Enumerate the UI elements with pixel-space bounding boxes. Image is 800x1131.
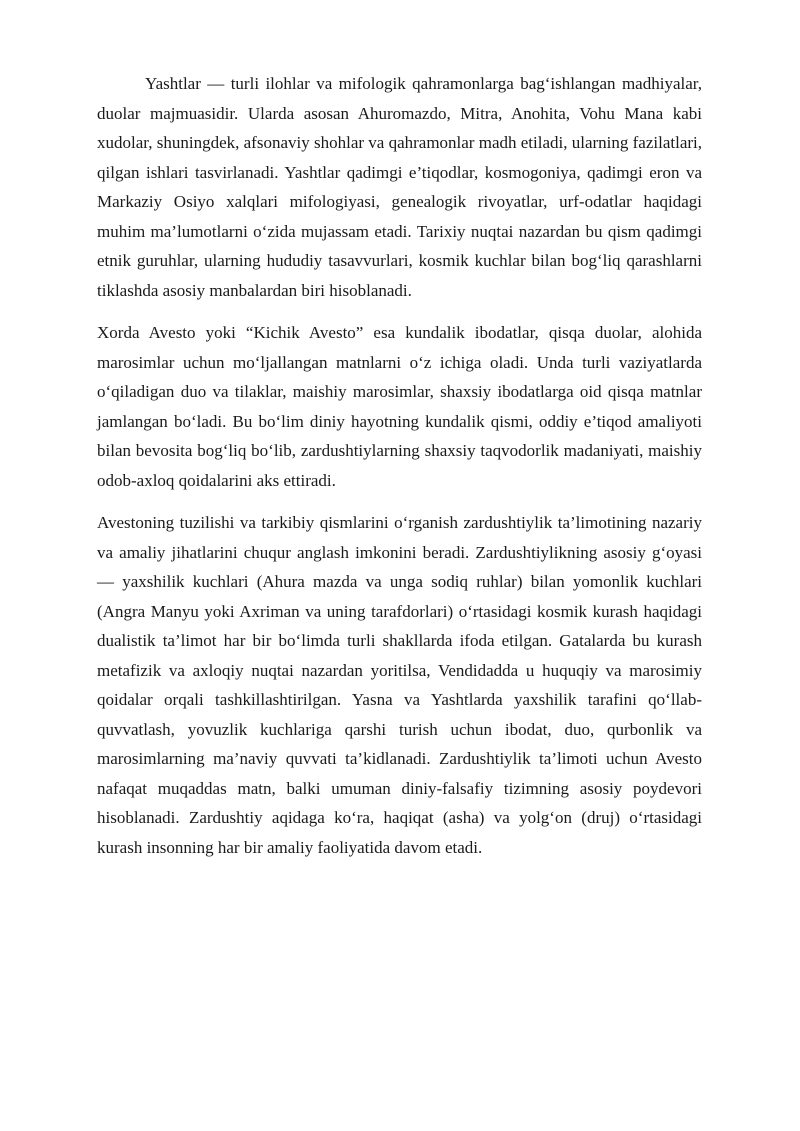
paragraph-yashtlar: Yashtlar — turli ilohlar va mifologik qahramonlarga bag‘ishlangan madhiyalar, duolar majmuasidir. Ularda asosan Ahuromazdo, Mitra, Anohita, Vohu Mana kabi xudolar, shuningdek, afsonaviy shohlar va qahramonlar madh etiladi, ularning fazilatlari, qilgan ishlari tasvirlanadi. Yashtlar qadimgi e’tiqodlar, kosmogoniya, qadimgi eron va Markaziy Osiyo xalqlari mifologiyasi, genealogik rivoyatlar, urf-odatlar haqidagi muhim ma’lumotlarni o‘zida mujassam etadi. Tarixiy nuqtai nazardan bu qism qadimgi etnik guruhlar, ularning hududiy tasavvurlari, kosmik kuchlar bilan bog‘liq qarashlarni tiklashda asosiy manbalardan biri hisoblanadi.	[97, 74, 702, 300]
paragraph-avesto-structure: Avestoning tuzilishi va tarkibiy qismlarini o‘rganish zardushtiylik ta’limotining nazariy va amaliy jihatlarini chuqur anglash imkonini beradi. Zardushtiylikning asosiy g‘oyasi — yaxshilik kuchlari (Ahura mazda va unga sodiq ruhlar) bilan yomonlik kuchlari (Angra Manyu yoki Axriman va uning tarafdorlari) o‘rtasidagi kosmik kurash haqidagi dualistik ta’limot har bir bo‘limda turli shakllarda ifoda etilgan. Gatalarda bu kurash metafizik va axloqiy nuqtai nazardan yoritilsa, Vendidadda u huquqiy va marosimiy qoidalar orqali tashkillashtirilgan. Yasna va Yashtlarda yaxshilik tarafini qo‘llab-quvvatlash, yovuzlik kuchlariga qarshi turish uchun ibodat, duo, qurbonlik va marosimlarning ma’naviy quvvati ta’kidlanadi. Zardushtiylik ta’limoti uchun Avesto nafaqat muqaddas matn, balki umuman diniy-falsafiy tizimning asosiy poydevori hisoblanadi. Zardushtiy aqidaga ko‘ra, haqiqat (asha) va yolg‘on (druj) o‘rtasidagi kurash insonning har bir amaliy faoliyatida davom etadi.	[97, 513, 702, 857]
paragraph-xorda-avesto: Xorda Avesto yoki “Kichik Avesto” esa kundalik ibodatlar, qisqa duolar, alohida marosimlar uchun mo‘ljallangan matnlarni o‘z ichiga oladi. Unda turli vaziyatlarda o‘qiladigan duo va tilaklar, maishiy marosimlar, shaxsiy ibodatlarga oid qisqa matnlar jamlangan bo‘ladi. Bu bo‘lim diniy hayotning kundalik qismi, oddiy e’tiqod amaliyoti bilan bevosita bog‘liq bo‘lib, zardushtiylarning shaxsiy taqvodorlik madaniyati, maishiy odob-axloq qoidalarini aks ettiradi.	[97, 323, 702, 490]
document-body	[97, 69, 702, 875]
